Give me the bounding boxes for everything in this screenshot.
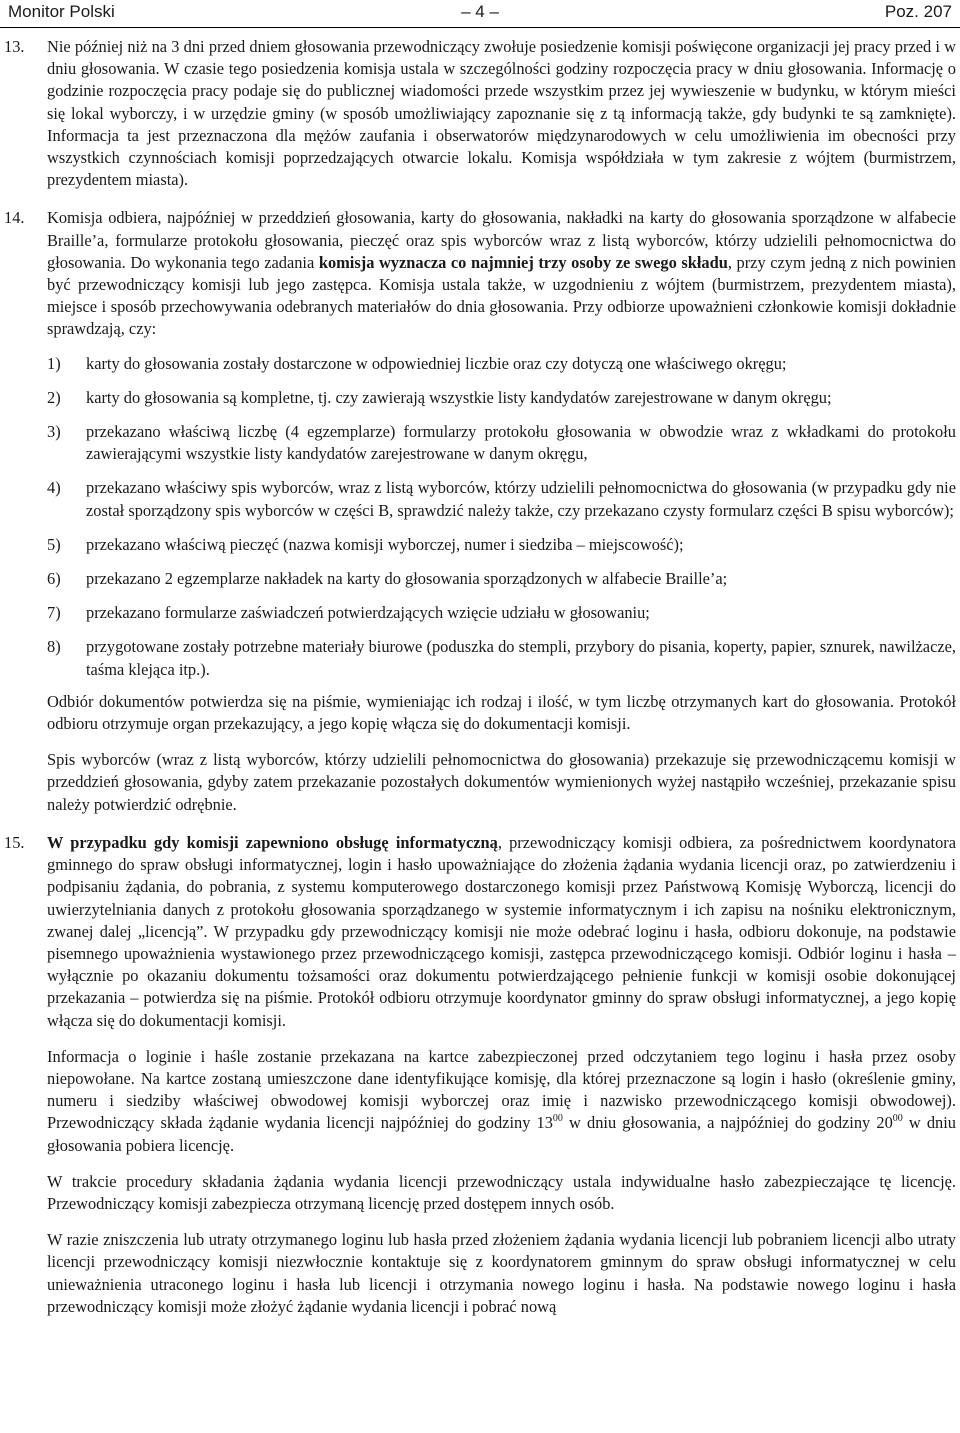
- section-number: 14.: [4, 208, 25, 228]
- superscript: 00: [892, 1113, 903, 1125]
- header-rule: [0, 27, 960, 28]
- page-number: – 4 –: [461, 2, 499, 21]
- list-item-number: 2): [47, 387, 61, 407]
- list-item-text: przekazano 2 egzemplarze nakładek na karty do głosowania sporządzonych w alfabecie Braille’a;: [86, 569, 728, 589]
- list-item-text: karty do głosowania zostały dostarczone w odpowiedniej liczbie oraz czy dotyczą one właściwego okręgu;: [86, 353, 787, 373]
- paragraph-text: Odbiór dokumentów potwierdza się na piśmie, wymieniając ich rodzaj i ilość, w tym liczbę otrzymanych kart do głosowania. Protokół odbioru otrzymuje organ przekazujący, a jego kopię włącza się do dokumentacji komisji.: [47, 691, 956, 734]
- list-item-number: 6): [47, 569, 61, 589]
- list-item-number: 4): [47, 478, 61, 498]
- section-text: , przewodniczący komisji odbiera, za pośrednictwem koordynatora gminnego do spraw obsługi informatycznej, login i hasło upoważniające do złożenia żądania wydania licencji oraz, po zatwierdzeniu i podpisaniu żądania, do pobrania, z systemu komputerowego dostarczonego komisji przez Państwową Komisję Wyborczą, licencji do uwierzytelniania danych z protokołu głosowania sporządzanego w systemie informatycznym i ich zapisu na nośniku elektronicznym, zwanej dalej „licencją”. W przypadku gdy przewodniczący komisji nie może odebrać loginu i hasła, odbioru dokonuje, na podstawie pisemnego upoważnienia wystawionego przez przewodniczącego komisji, zastępca przewodniczącego komisji. Odbiór loginu i hasła – wyłącznie po okazaniu dokumentu tożsamości oraz dokumentu potwierdzającego pełnienie funkcji w komisji osobie dokonującej przekazania – potwierdza się na piśmie. Protokół odbioru otrzymuje koordynator gminny do spraw obsługi informatycznej, a jego kopię włącza się do dokumentacji komisji.: [47, 832, 956, 1030]
- list-item: [47, 636, 956, 680]
- superscript: 00: [552, 1113, 563, 1125]
- section-number: 15.: [4, 832, 25, 852]
- paragraph-text: Spis wyborców (wraz z listą wyborców, którzy udzielili pełnomocnictwa do głosowania) przekazuje się przewodniczącemu komisji w przeddzień głosowania, gdyby zatem przekazanie pozostałych dokumentów wymienionych wyżej nastąpiło wcześniej, przekazanie spisu należy potwierdzić odrębnie.: [47, 750, 956, 814]
- section-13: [4, 36, 956, 191]
- list-item-number: 7): [47, 603, 61, 623]
- document-body: [0, 36, 960, 1433]
- paragraph-text: w dniu głosowania, a najpóźniej do godziny 20: [562, 1113, 893, 1133]
- section-lead-bold: W przypadku gdy komisji zapewniono obsługę informatyczną: [47, 832, 498, 852]
- list-item: [47, 602, 956, 624]
- page-header: [0, 0, 960, 28]
- section-14-paragraph: [47, 749, 956, 816]
- list-item-number: 5): [47, 534, 61, 554]
- position-number: Poz. 207: [884, 2, 952, 21]
- section-15: [4, 832, 956, 1032]
- section-14: [4, 207, 956, 340]
- list-item: [47, 477, 956, 521]
- list-item: [47, 387, 956, 409]
- list-item-text: karty do głosowania są kompletne, tj. czy zawierają wszystkie listy kandydatów zarejestrowane w danym okręgu;: [86, 387, 832, 407]
- list-item-text: przekazano właściwą liczbę (4 egzemplarze) formularzy protokołu głosowania w obwodzie wraz z wkładkami do protokołu zawierającymi wszystkie listy kandydatów zarejestrowane w danym okręgu,: [86, 422, 956, 464]
- section-text: Komisja odbiera, najpóźniej w przeddzień głosowania, karty do głosowania, nakładki na karty do głosowania sporządzone w alfabecie Braille’a, formularze protokołu głosowania, pieczęć oraz spis wyborców wraz z listą wyborców, którzy udzielili pełnomocnictwa do głosowania. Do wykonania tego zadania: [47, 208, 956, 272]
- paragraph-text: Informacja o loginie i haśle zostanie przekazana na kartce zabezpieczonej przed odczytaniem tego loginu i hasła przez osoby niepowołane. Na kartce zostaną umieszczone dane identyfikujące komisję, dla której przeznaczone są login i hasło (określenie gminy, numeru i siedziby właściwej obwodowej komisji wyborczej oraz imię i nazwisko przewodniczącego komisji obwodowej). Przewodniczący składa żądanie wydania licencji najpóźniej do godziny 13: [47, 1046, 956, 1133]
- section-number: 13.: [4, 37, 25, 56]
- publication-title: Monitor Polski: [8, 2, 115, 21]
- list-item-text: przekazano formularze zaświadczeń potwierdzających wzięcie udziału w głosowaniu;: [86, 603, 650, 623]
- section-text: , przy czym jedną z nich powinien być przewodniczący komisji lub jego zastępca. Komisja ustala także, w uzgodnieniu z wójtem (burmistrzem, prezydentem miasta), miejsce i sposób przechowywania odebranych materiałów do dnia głosowania. Przy odbiorze upoważnieni członkowie komisji dokładnie sprawdzają, czy:: [47, 252, 956, 339]
- list-item: [47, 353, 956, 375]
- section-text-bold: komisja wyznacza co najmniej trzy osoby ze swego składu: [318, 252, 728, 272]
- list-item: [47, 421, 956, 465]
- list-item-text: przekazano właściwy spis wyborców, wraz z listą wyborców, którzy udzielili pełnomocnictwa do głosowania (w przypadku gdy nie został sporządzony spis wyborców w części B, sprawdzić należy także, czy przekazano czysty formularz części B spisu wyborców);: [86, 478, 956, 520]
- paragraph-text: W trakcie procedury składania żądania wydania licencji przewodniczący ustala indywidualne hasło zabezpieczające tę licencję. Przewodniczący komisji zabezpiecza otrzymaną licencję przed dostępem innych osób.: [47, 1171, 956, 1213]
- list-item-number: 1): [47, 353, 61, 373]
- section-14-paragraph: [47, 691, 956, 735]
- list-item-text: przekazano właściwą pieczęć (nazwa komisji wyborczej, numer i siedziba – miejscowość);: [86, 534, 684, 554]
- list-item-number: 8): [47, 637, 61, 657]
- list-item: [47, 568, 956, 590]
- list-item-text: przygotowane zostały potrzebne materiały biurowe (poduszka do stempli, przybory do pisania, koperty, papier, sznurek, nawilżacze, taśma klejąca itp.).: [86, 637, 956, 679]
- paragraph-text: W razie zniszczenia lub utraty otrzymanego loginu lub hasła przed złożeniem żądania wydania licencji lub pobraniem licencji albo utraty licencji przewodniczący komisji niezwłocznie kontaktuje się z koordynatorem gminnym do spraw obsługi informatycznej w celu unieważnienia utraconego loginu i hasła lub licencji i otrzymania nowego loginu i hasła. Na podstawie nowego loginu i hasła przewodniczący komisji może złożyć żądanie wydania licencji i pobrać nową: [47, 1230, 956, 1316]
- paragraph-text: w dniu głosowania pobiera licencję.: [47, 1113, 956, 1155]
- list-item: [47, 534, 956, 556]
- section-15-paragraph: [47, 1171, 956, 1215]
- section-text: Nie później niż na 3 dni przed dniem głosowania przewodniczący zwołuje posiedzenie komisji poświęcone organizacji jej pracy przed i w dniu głosowania. W czasie tego posiedzenia komisja ustala w szczególności godziny rozpoczęcia pracy w dniu głosowania. Informację o godzinie rozpoczęcia pracy podaje się do publicznej wiadomości przede wszystkim przez jej wywieszenie w budynku, w którym mieści się lokal wyborczy, i w urzędzie gminy (w sposób umożliwiający zapoznanie się z tą informacją także, gdy budynki te są zamknięte). Informacja ta jest przeznaczona dla mężów zaufania i obserwatorów międzynarodowych w celu umożliwienia im obecności przy wszystkich czynnościach komisji poprzedzających otwarcie lokalu. Komisja współdziała w tym zakresie z wójtem (burmistrzem, prezydentem miasta).: [47, 37, 956, 190]
- section-15-paragraph: [47, 1046, 956, 1157]
- list-item-number: 3): [47, 422, 61, 442]
- section-15-paragraph: [47, 1229, 956, 1318]
